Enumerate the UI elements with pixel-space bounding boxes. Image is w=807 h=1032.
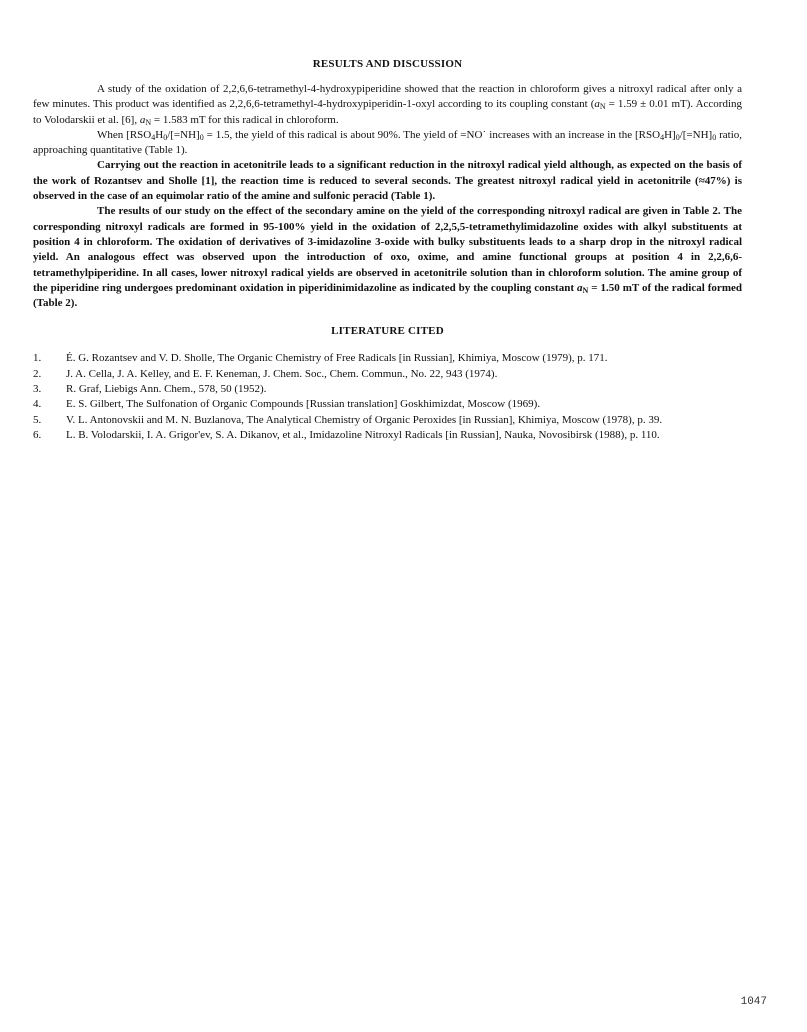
reference-number: 1. xyxy=(33,352,42,365)
page-number: 1047 xyxy=(740,996,767,1008)
reference-number: 3. xyxy=(33,383,42,396)
reference-item xyxy=(33,428,742,443)
reference-text: E. S. Gilbert, The Sulfonation of Organic Compounds [Russian translation] Goskhimizdat, Moscow (1969). xyxy=(66,398,541,411)
reference-text: É. G. Rozantsev and V. D. Sholle, The Organic Chemistry of Free Radicals [in Russian], Khimiya, Moscow (1979), p. 171. xyxy=(66,352,608,365)
section-heading-literature: LITERATURE CITED xyxy=(331,325,444,338)
reference-number: 5. xyxy=(33,413,42,426)
reference-item xyxy=(33,382,742,397)
reference-text: L. B. Volodarskii, I. A. Grigor'ev, S. A. Dikanov, et al., Imidazoline Nitroxyl Radicals [in Russian], Nauka, Novosibirsk (1988), p. 110. xyxy=(66,428,660,441)
reference-item xyxy=(33,397,742,412)
body-paragraph: The results of our study on the effect of the secondary amine on the yield of the corresponding nitroxyl radical are given in Table 2. The corresponding nitroxyl radicals are formed in 95-100% yield in the oxidation of 2,2,5,5-tetramethylimidazoline oxides with alkyl substituents at position 4 in chloroform. The oxidation of derivatives of 3-imidazoline 3-oxide with bulky substituents leads to a sharp drop in the nitroxyl radical yield. An analogous effect was observed upon the introduction of oxo, oxime, and amine functional groups at position 4 in 2,2,6,6-tetramethylpiperidine. In all cases, lower nitroxyl radical yields are observed in acetonitrile solution than in chloroform solution. The amine group of the piperidine ring undergoes predominant oxidation in piperidinimidazoline as indicated by the coupling constant $a_N = 1.50$ mT of the radical formed (Table 2). xyxy=(33,205,742,310)
body-text xyxy=(33,82,742,311)
reference-item xyxy=(33,367,742,382)
reference-number: 2. xyxy=(33,367,42,380)
reference-number: 4. xyxy=(33,398,42,411)
reference-text: R. Graf, Liebigs Ann. Chem., 578, 50 (1952). xyxy=(66,383,267,396)
body-paragraph: Carrying out the reaction in acetonitrile leads to a significant reduction in the nitroxyl radical yield although, as expected on the basis of the work of Rozantsev and Sholle [1], the reaction time is reduced to several seconds. The greatest nitroxyl radical yield in acetonitrile (≈47%) is observed in the case of an equimolar ratio of the amine and sulfonic peracid (Table 1). xyxy=(33,159,742,203)
reference-list xyxy=(33,351,742,443)
reference-number: 6. xyxy=(33,428,42,441)
body-paragraph: A study of the oxidation of 2,2,6,6-tetramethyl-4-hydroxypiperidine showed that the reaction in chloroform gives a nitroxyl radical after only a few minutes. This product was identified as 2,2,6,6-tetramethyl-4-hydroxypiperidin-1-oxyl according to its coupling constant ($a_N = 1.59 \pm 0.01$ mT). According to Volodarskii et al. [6], $a_N = 1.583$ mT for this radical in chloroform. xyxy=(33,83,742,127)
reference-item xyxy=(33,351,742,366)
body-paragraph: When [$RSO_4H_0/[=NH]_0 = 1.5$, the yield of this radical is about 90%. The yield of =NO˙ increases with an increase in the $[RSO_4H]_0/[=NH]_0$ ratio, approaching quantitative (Table 1). xyxy=(33,128,743,157)
reference-text: J. A. Cella, J. A. Kelley, and E. F. Keneman, J. Chem. Soc., Chem. Commun., No. 22, 943 (1974). xyxy=(66,367,498,380)
page-content xyxy=(33,58,742,443)
section-heading-results: RESULTS AND DISCUSSION xyxy=(312,58,463,70)
reference-item xyxy=(33,413,742,428)
reference-text: V. L. Antonovskii and M. N. Buzlanova, The Analytical Chemistry of Organic Peroxides [in Russian], Khimiya, Moscow (1978), p. 39. xyxy=(66,413,663,426)
